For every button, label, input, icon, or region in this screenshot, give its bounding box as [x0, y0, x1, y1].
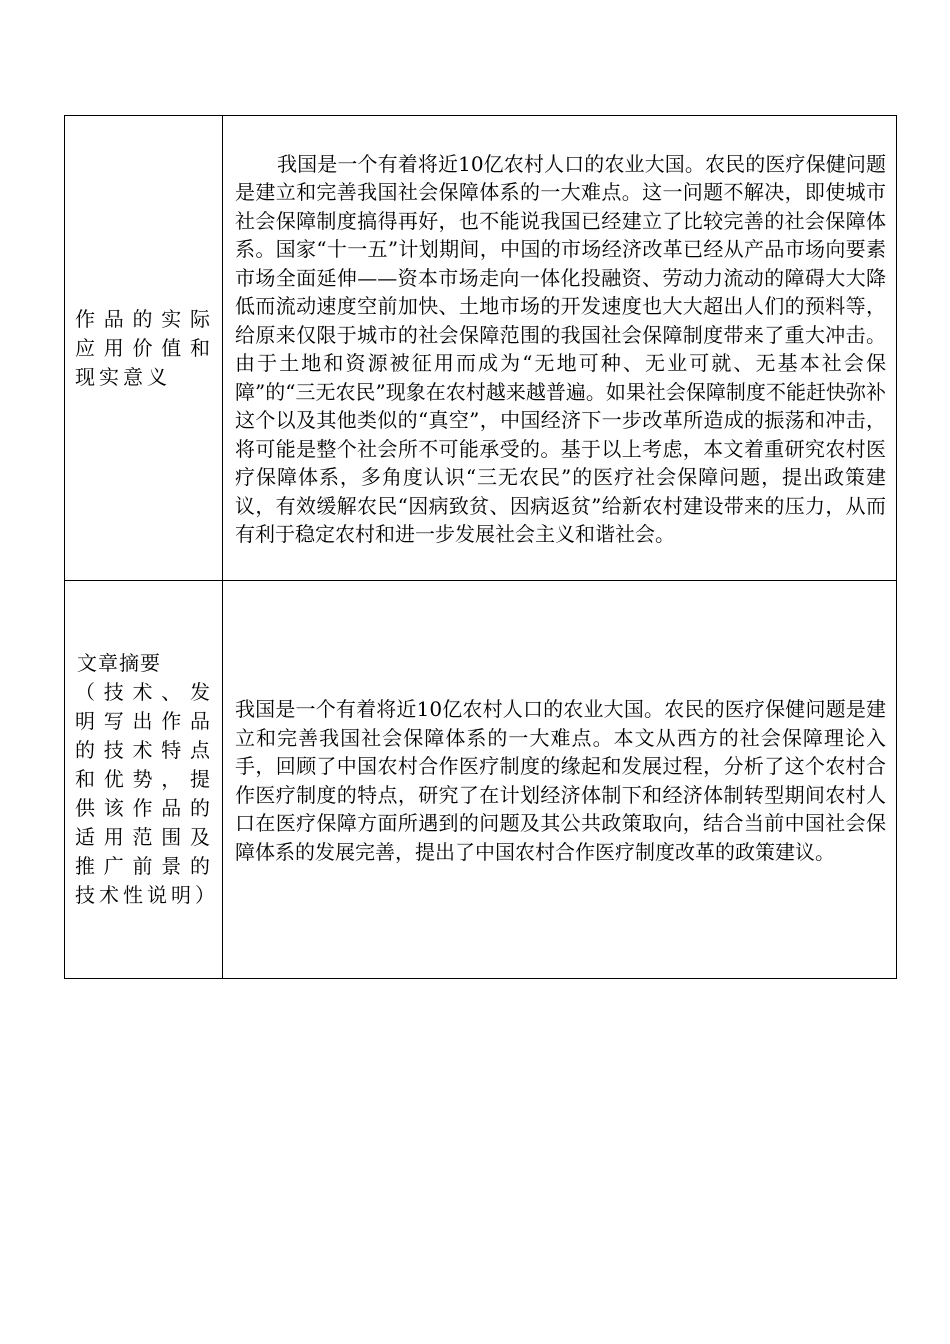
content-cell: [223, 581, 897, 979]
form-table: [64, 115, 897, 979]
row-label-abstract-title: 文章摘要: [77, 651, 161, 675]
label-cell: [65, 116, 223, 581]
table-row-abstract: [65, 581, 897, 979]
table-row-practical-value: [65, 116, 897, 581]
content-cell: [223, 116, 897, 581]
row-label-abstract-note: （技术、发明写出作品的技术特点和优势，提供该作品的适用范围及推广前景的技术性说明）: [75, 680, 219, 907]
practical-value-text: 我国是一个有着将近10亿农村人口的农业大国。农民的医疗保健问题是建立和完善我国社会保障体系的一大难点。这一问题不解决，即使城市社会保障制度搞得再好，也不能说我国已经建立了比较完善的社会保障体系。国家“十一五”计划期间，中国的市场经济改革已经从产品市场向要素市场全面延伸——资本市场走向一体化投融资、劳动力流动的障碍大大降低而流动速度空前加快、土地市场的开发速度也大大超出人们的预料等，给原来仅限于城市的社会保障范围的我国社会保障制度带来了重大冲击。由于土地和资源被征用而成为“无地可种、无业可就、无基本社会保障”的“三无农民”现象在农村越来越普遍。如果社会保障制度不能赶快弥补这个以及其他类似的“真空”，中国经济下一步改革所造成的振荡和冲击，将可能是整个社会所不可能承受的。基于以上考虑，本文着重研究农村医疗保障体系，多角度认识“三无农民”的医疗社会保障问题，提出政策建议，有效缓解农民“因病致贫、因病返贫”给新农村建设带来的压力，从而有利于稳定农村和进一步发展社会主义和谐社会。: [235, 151, 886, 546]
label-cell: [65, 581, 223, 979]
abstract-text: 我国是一个有着将近10亿农村人口的农业大国。农民的医疗保健问题是建立和完善我国社会保障体系的一大难点。本文从西方的社会保障理论入手，回顾了中国农村合作医疗制度的缘起和发展过程，分析了这个农村合作医疗制度的特点，研究了在计划经济体制下和经济体制转型期间农村人口在医疗保障方面所遇到的问题及其公共政策取向，结合当前中国社会保障体系的发展完善，提出了中国农村合作医疗制度改革的政策建议。: [235, 697, 886, 864]
row-label-practical-value: 作品的实际应用价值和现实意义: [75, 306, 214, 389]
